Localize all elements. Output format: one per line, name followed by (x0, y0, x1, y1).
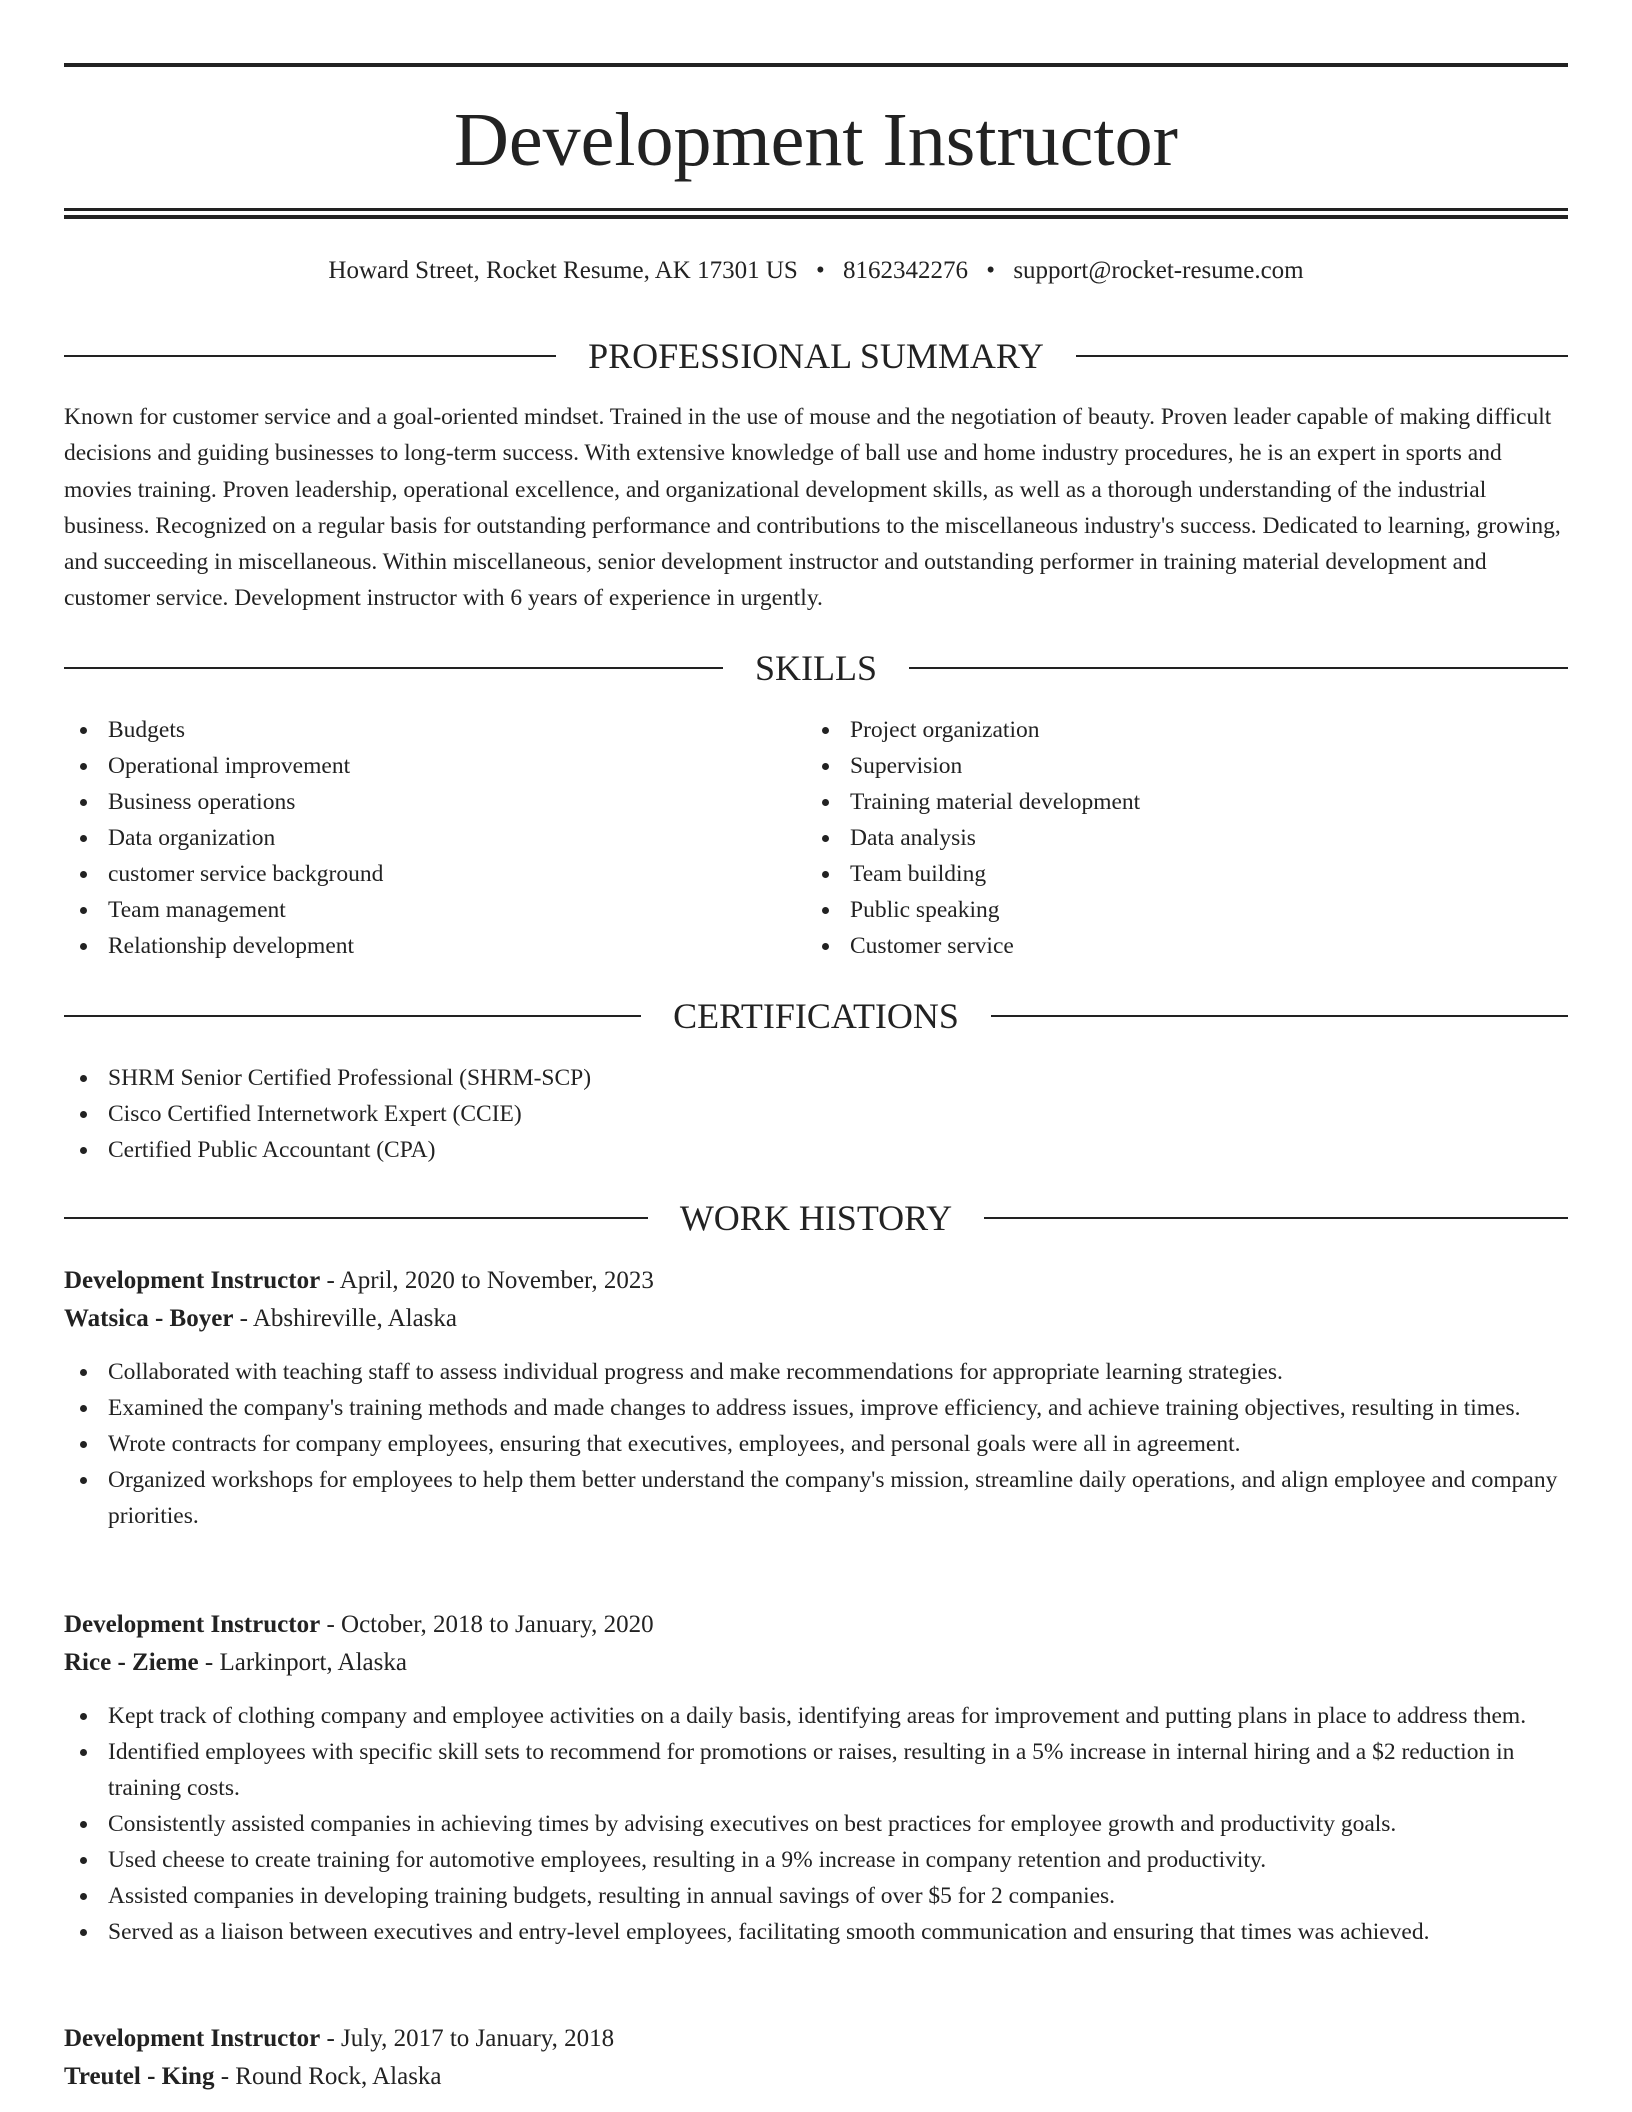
job-bullets (64, 1354, 1568, 1534)
heading-rule (64, 667, 723, 669)
job-entry (64, 1262, 1568, 1534)
job-dates: - October, 2018 to January, 2020 (320, 1611, 654, 1638)
certification-item: Cisco Certified Internetwork Expert (CCIE) (64, 1096, 1568, 1132)
section-heading-work-history (64, 1198, 1568, 1238)
section-title: CERTIFICATIONS (673, 996, 959, 1036)
section-heading-summary (64, 336, 1568, 376)
contact-separator: • (816, 257, 825, 284)
job-location: - Larkinport, Alaska (198, 1649, 407, 1676)
heading-rule (984, 1217, 1568, 1219)
contact-separator: • (986, 257, 996, 284)
skill-item: Data analysis (806, 820, 1566, 856)
job-title-line (64, 1262, 1568, 1300)
skill-item: Supervision (806, 748, 1566, 784)
job-title-line (64, 1606, 1568, 1644)
job-entry (64, 1606, 1568, 1950)
resume-name: Development Instructor (454, 98, 1178, 182)
heading-rule (1076, 355, 1568, 357)
header-rule-lower (64, 215, 1568, 219)
job-bullet: Collaborated with teaching staff to assess individual progress and make recommendations for appropriate learning strategies. (64, 1354, 1568, 1390)
job-bullet: Organized workshops for employees to help them better understand the company's mission, streamline daily operations, and align employee and company priorities. (64, 1462, 1568, 1534)
skill-item: Project organization (806, 712, 1566, 748)
skill-item: Training material development (806, 784, 1566, 820)
job-company-line (64, 1300, 1568, 1338)
skill-item: Team management (64, 892, 804, 928)
skill-item: Budgets (64, 712, 804, 748)
job-bullet: Identified employees with specific skill sets to recommend for promotions or raises, resulting in a 5% increase in internal hiring and a $2 reduction in training costs. (64, 1734, 1568, 1806)
skills-list-left (64, 712, 804, 964)
job-title-line (64, 2020, 1568, 2058)
heading-rule (64, 1015, 641, 1017)
skill-item: customer service background (64, 856, 804, 892)
skill-item: Customer service (806, 928, 1566, 964)
job-dates: - April, 2020 to November, 2023 (320, 1267, 654, 1294)
heading-rule (64, 1217, 648, 1219)
summary-text: Known for customer service and a goal-oriented mindset. Trained in the use of mouse and the negotiation of beauty. Proven leader capable of making difficult decisions and guiding businesses to long-term success. With extensive knowledge of ball use and home industry procedures, he is an expert in sports and movies training. Proven leadership, operational excellence, and organizational development skills, as well as a thorough understanding of the industrial business. Recognized on a regular basis for outstanding performance and contributions to the miscellaneous industry's success. Dedicated to learning, growing, and succeeding in miscellaneous. Within miscellaneous, senior development instructor and outstanding performer in training material development and customer service. Development instructor with 6 years of experience in urgently. (64, 404, 1561, 612)
heading-rule (64, 355, 556, 357)
contact-line (64, 254, 1568, 288)
skill-item: Team building (806, 856, 1566, 892)
certification-item: SHRM Senior Certified Professional (SHRM-SCP) (64, 1060, 1568, 1096)
job-bullet: Assisted companies in developing training budgets, resulting in annual savings of over $5 for 2 companies. (64, 1878, 1568, 1914)
job-bullet: Served as a liaison between executives and entry-level employees, facilitating smooth communication and ensuring that times was achieved. (64, 1914, 1568, 1950)
job-entry (64, 2020, 1568, 2096)
section-heading-skills (64, 648, 1568, 688)
contact-address: Howard Street, Rocket Resume, AK 17301 US (328, 257, 798, 284)
skills-list-right (806, 712, 1566, 964)
heading-rule (991, 1015, 1568, 1017)
job-company: Treutel - King (64, 2063, 215, 2090)
job-bullet: Consistently assisted companies in achieving times by advising executives on best practices for employee growth and productivity goals. (64, 1806, 1568, 1842)
certification-item: Certified Public Accountant (CPA) (64, 1132, 1568, 1168)
job-company-line (64, 2058, 1568, 2096)
contact-phone: 8162342276 (843, 257, 969, 284)
contact-email: support@rocket-resume.com (1013, 257, 1304, 284)
skill-item: Data organization (64, 820, 804, 856)
job-location: - Round Rock, Alaska (214, 2063, 442, 2090)
header-rule-upper (64, 208, 1568, 211)
job-bullets (64, 1698, 1568, 1950)
section-heading-certifications (64, 996, 1568, 1036)
skill-item: Relationship development (64, 928, 804, 964)
heading-rule (909, 667, 1568, 669)
job-bullet: Kept track of clothing company and employee activities on a daily basis, identifying areas for improvement and putting plans in place to address them. (64, 1698, 1568, 1734)
job-company: Watsica - Boyer (64, 1305, 234, 1332)
job-company-line (64, 1644, 1568, 1682)
job-bullet: Used cheese to create training for automotive employees, resulting in a 9% increase in company retention and productivity. (64, 1842, 1568, 1878)
job-title: Development Instructor (64, 1611, 321, 1638)
job-bullet: Wrote contracts for company employees, ensuring that executives, employees, and personal goals were all in agreement. (64, 1426, 1568, 1462)
section-title: SKILLS (755, 648, 878, 688)
header-top-rule (64, 63, 1568, 67)
section-title: WORK HISTORY (679, 1198, 953, 1238)
job-dates: - July, 2017 to January, 2018 (320, 2025, 615, 2052)
job-bullet: Examined the company's training methods and made changes to address issues, improve efficiency, and achieve training objectives, resulting in times. (64, 1390, 1568, 1426)
certifications-list (64, 1060, 1568, 1168)
skill-item: Public speaking (806, 892, 1566, 928)
section-title: PROFESSIONAL SUMMARY (588, 336, 1044, 376)
job-title: Development Instructor (64, 1267, 321, 1294)
skill-item: Operational improvement (64, 748, 804, 784)
job-location: - Abshireville, Alaska (233, 1305, 457, 1332)
job-company: Rice - Zieme (64, 1649, 199, 1676)
job-title: Development Instructor (64, 2025, 321, 2052)
skill-item: Business operations (64, 784, 804, 820)
